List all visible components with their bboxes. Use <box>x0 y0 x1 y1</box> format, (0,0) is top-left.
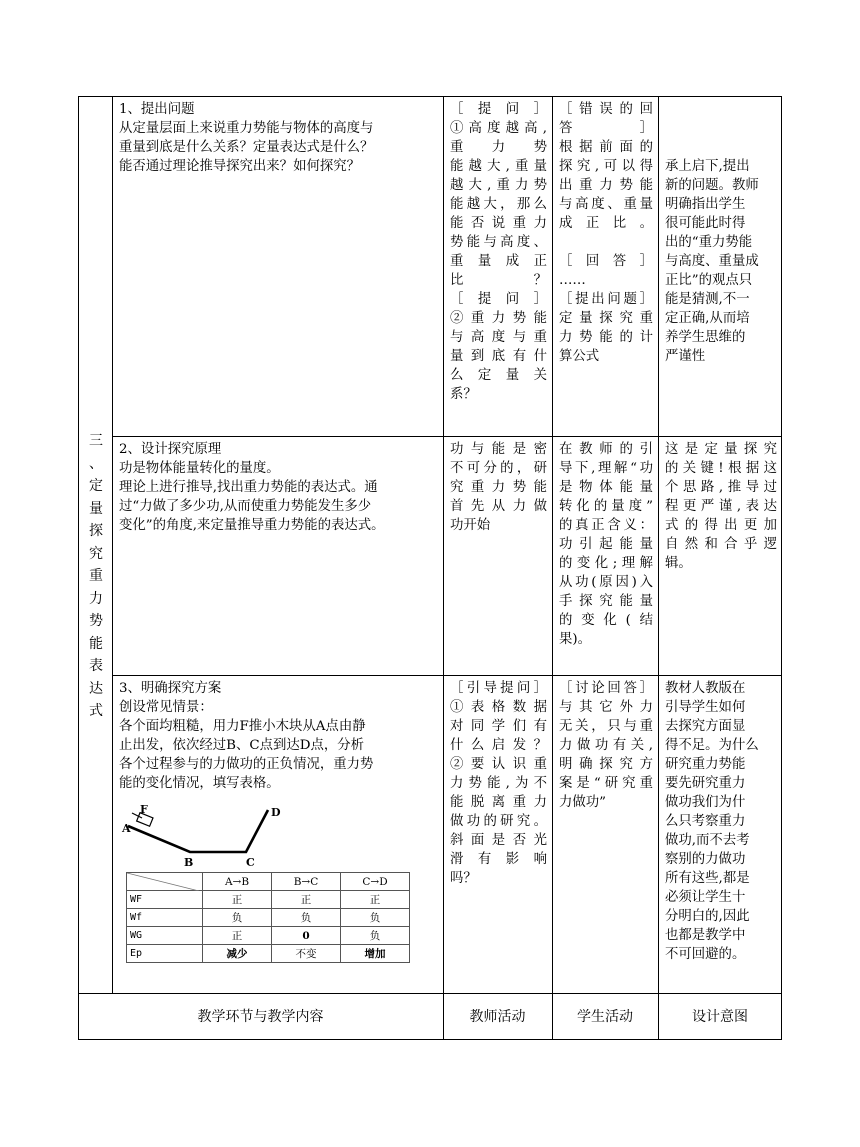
row3-teacher-cell <box>444 676 552 888</box>
cell-line: ［提出问题］ <box>559 292 653 307</box>
divider-section <box>112 96 113 993</box>
cell-line: 从功(原因)入 <box>559 575 653 590</box>
cell-line: 过“力做了多少功,从而使重力势能发生多少 <box>119 499 372 514</box>
cell-line: 所有这些,都是 <box>665 871 750 886</box>
cell-line: 能是猜测,不一 <box>665 292 750 307</box>
cell-line: 明确探究方 <box>559 757 653 772</box>
cell-line: 止出发，依次经过B、C点到达D点，分析 <box>119 738 365 753</box>
cell-line: 研究重力势能 <box>665 757 746 772</box>
label-f: F <box>140 803 148 816</box>
cell-line: 与其它外力 <box>559 700 653 715</box>
cell-line: 分明白的,因此 <box>665 909 750 924</box>
section-label-char: 式 <box>89 703 103 719</box>
footer-intent-header: 设计意图 <box>692 1009 748 1025</box>
table-cell: 正 <box>203 927 272 945</box>
cell-line: 变化”的角度,来定量推导重力势能的表达式。 <box>119 518 385 533</box>
cell-line: ②要认识重 <box>450 757 547 772</box>
section-label-char: 能 <box>89 635 103 652</box>
table-cell: 负 <box>272 909 341 927</box>
cell-line: ①高度越高, <box>450 121 547 136</box>
cell-line: 正比”的观点只 <box>665 273 753 288</box>
cell-line: 势能与高度、 <box>450 235 547 250</box>
cell-line: 斜面是否光 <box>450 833 547 848</box>
cell-line: ［错误的回 <box>559 102 653 117</box>
label-b: B <box>184 856 194 869</box>
cell-line: 能的变化情况，填写表格。 <box>119 776 280 791</box>
row2-student-cell <box>553 437 658 649</box>
table-header: A→B <box>203 873 272 891</box>
cell-line: 自然和合乎逻 <box>665 537 777 552</box>
cell-line: 越大,重力势 <box>450 178 547 193</box>
section-label-char: 重 <box>89 568 103 584</box>
cell-line <box>665 119 777 138</box>
cell-line: 做功,而不去考 <box>665 833 750 848</box>
cell-line: 无关，只与重 <box>559 719 653 734</box>
section-label-char: 达 <box>89 680 103 697</box>
row1-content-cell <box>113 97 443 176</box>
table-row <box>127 927 410 945</box>
cell-line: 教材人教版在 <box>665 681 746 696</box>
cell-line: 做功我们为什 <box>665 795 746 810</box>
footer-student-header: 学生活动 <box>577 1009 633 1025</box>
section-label-char: 究 <box>89 545 103 562</box>
cell-line: 的变化(结 <box>559 613 653 628</box>
cell-line: 必须让学生十 <box>665 890 746 905</box>
cell-line <box>665 138 777 157</box>
cell-line: 重量成正 <box>450 254 547 269</box>
cell-line: 1、提出问题 <box>119 102 195 117</box>
cell-line: 究重力势能 <box>450 480 547 495</box>
cell-line: 转化的量度” <box>559 499 653 514</box>
table-cell: 0 <box>272 927 341 945</box>
cell-line: 去探究方面显 <box>665 719 746 734</box>
cell-line: 对同学们有 <box>450 719 547 734</box>
section-label-char: 力 <box>89 590 103 607</box>
row1-intent-cell <box>659 97 782 366</box>
section-label-char: 、 <box>89 455 103 472</box>
cell-line: 是物体能量 <box>559 480 653 495</box>
cell-line: 引导学生如何 <box>665 700 746 715</box>
cell-line: 的真正含义： <box>559 518 653 533</box>
cell-line: 功引起能量 <box>559 537 653 552</box>
cell-line: 出重力势能 <box>559 178 653 193</box>
cell-line: 承上启下,提出 <box>665 159 750 174</box>
cell-line: 各个过程参与的力做功的正负情况，重力势 <box>119 757 374 772</box>
table-cell: 减少 <box>203 945 272 963</box>
cell-line: 从定量层面上来说重力势能与物体的高度与 <box>119 121 374 136</box>
cell-line: 功开始 <box>450 518 491 533</box>
cell-line: 不可回避的。 <box>665 947 746 962</box>
table-row <box>127 945 410 963</box>
cell-line: 力势能的计 <box>559 330 653 345</box>
cell-line: 能越大，那么 <box>450 197 547 212</box>
cell-line: 3、明确探究方案 <box>119 681 222 696</box>
cell-line: 导下,理解“功 <box>559 461 653 476</box>
table-row <box>127 873 410 891</box>
table-row <box>127 909 410 927</box>
row3-intent-cell <box>659 676 782 964</box>
cell-line: 成正比。 <box>559 216 653 231</box>
row-label: WF <box>127 891 203 909</box>
cell-line: 创设常见情景： <box>119 700 213 715</box>
cell-line: 力做功” <box>559 795 607 810</box>
cell-line: 这是定量探究 <box>665 442 777 457</box>
cell-line: 首先从力做 <box>450 499 547 514</box>
cell-line: ［提问］ <box>450 292 547 307</box>
section-label-char: 定 <box>89 478 103 494</box>
table-cell: 负 <box>341 927 410 945</box>
cell-line: 手探究能量 <box>559 594 653 609</box>
cell-line: 力做功有关, <box>559 738 653 753</box>
cell-line: 出的“重力势能 <box>665 235 753 250</box>
table-header: C→D <box>341 873 410 891</box>
cell-line: 程更严谨,表达 <box>665 499 777 514</box>
table-cell: 负 <box>203 909 272 927</box>
row-label: Ep <box>127 945 203 963</box>
cell-line: 答］ <box>559 121 653 136</box>
cell-line: 能越大,重量 <box>450 159 547 174</box>
cell-line: 很可能此时得 <box>665 216 746 231</box>
cell-line: 与高度、重量成 <box>665 254 759 269</box>
cell-line: 算公式 <box>559 349 600 364</box>
cell-line: 也都是教学中 <box>665 928 746 943</box>
table-cell: 增加 <box>341 945 410 963</box>
cell-line: 重量到底是什么关系？定量表达式是什么？ <box>119 140 374 155</box>
cell-line: …… <box>559 273 586 288</box>
section-label <box>80 430 112 723</box>
cell-line: ［回答］ <box>559 254 653 269</box>
table-row <box>127 891 410 909</box>
cell-line: 果)。 <box>559 632 592 647</box>
cell-line: 得不足。为什么 <box>665 738 759 753</box>
cell-line: ［提问］ <box>450 102 547 117</box>
cell-line: 个思路,推导过 <box>665 480 777 495</box>
label-d: D <box>271 806 281 819</box>
section-label-char: 势 <box>89 613 103 629</box>
work-table <box>126 872 410 963</box>
row1-student-cell <box>553 97 658 366</box>
cell-line: ①表格数据 <box>450 700 547 715</box>
cell-line: 不可分的，研 <box>450 461 547 476</box>
cell-line: ［引导提问］ <box>450 681 547 696</box>
cell-line <box>665 100 777 119</box>
table-cell: 负 <box>341 909 410 927</box>
cell-line <box>559 233 653 252</box>
row2-intent-cell <box>659 437 782 573</box>
cell-line: 定正确,从而培 <box>665 311 750 326</box>
cell-line: 养学生思维的 <box>665 330 746 345</box>
cell-line: 能否通过理论推导探究出来？如何探究？ <box>119 159 361 174</box>
cell-line: 在教师的引 <box>559 442 653 457</box>
cell-line: 功与能是密 <box>450 442 547 457</box>
cell-line: 重力势 <box>450 140 547 155</box>
cell-line: 量到底有什 <box>450 349 547 364</box>
table-cell: 正 <box>341 891 410 909</box>
cell-line: ［讨论回答］ <box>559 681 653 696</box>
diagonal-line <box>127 873 199 891</box>
cell-line: 的关键!根据这 <box>665 461 777 476</box>
cell-line: 的变化;理解 <box>559 556 653 571</box>
cell-line: 明确指出学生 <box>665 197 746 212</box>
cell-line: 定量探究重 <box>559 311 653 326</box>
footer-teacher-header: 教师活动 <box>469 1009 526 1025</box>
cell-line: 吗？ <box>450 871 477 886</box>
section-label-char: 探 <box>89 523 103 539</box>
cell-line: 案是“研究重 <box>559 776 653 791</box>
cell-line: 理论上进行推导,找出重力势能的表达式。通 <box>119 480 378 495</box>
cell-line: 辑。 <box>665 556 692 571</box>
table-cell: 正 <box>272 891 341 909</box>
table-cell: 正 <box>203 891 272 909</box>
cell-line: 要先研究重力 <box>665 776 746 791</box>
cell-line: 与高度、重量 <box>559 197 653 212</box>
row-label: Wf <box>127 909 203 927</box>
row2-teacher-cell <box>444 437 552 535</box>
cell-line: 什么启发？ <box>450 738 547 753</box>
cell-line: 系？ <box>450 387 477 402</box>
row3-student-cell <box>553 676 658 812</box>
cell-line: 能脱离重力 <box>450 795 547 810</box>
cell-line: 探究,可以得 <box>559 159 653 174</box>
table-header: B→C <box>272 873 341 891</box>
section-label-char: 量 <box>89 500 103 517</box>
row1-teacher-cell <box>444 97 552 404</box>
cell-line: 式的得出更加 <box>665 518 777 533</box>
label-a: A <box>122 822 131 835</box>
cell-line: 与高度与重 <box>450 330 547 345</box>
cell-line: 严谨性 <box>665 349 706 364</box>
section-label-char: 三 <box>89 433 103 449</box>
cell-line: 么定量关 <box>450 368 547 383</box>
footer-content-header: 教学环节与教学内容 <box>197 1009 324 1025</box>
cell-line: 做功的研究。 <box>450 814 547 829</box>
track-diagram <box>118 800 288 872</box>
table-corner <box>127 873 203 891</box>
cell-line: 比？ <box>450 273 547 288</box>
row2-content-cell <box>113 437 443 535</box>
cell-line: 根据前面的 <box>559 140 653 155</box>
cell-line: 察别的力做功 <box>665 852 746 867</box>
section-label-char: 表 <box>89 658 103 674</box>
cell-line: 能否说重力 <box>450 216 547 231</box>
cell-line: 么只考察重力 <box>665 814 746 829</box>
label-c: C <box>246 856 255 869</box>
cell-line: 滑有影响 <box>450 852 547 867</box>
cell-line: ②重力势能 <box>450 311 547 326</box>
cell-line: 力势能,为不 <box>450 776 547 791</box>
row3-content-cell <box>113 676 443 793</box>
cell-line: 各个面均粗糙，用力F推小木块从A点由静 <box>119 719 366 734</box>
cell-line: 新的问题。教师 <box>665 178 759 193</box>
cell-line: 2、设计探究原理 <box>119 442 222 457</box>
table-cell: 不变 <box>272 945 341 963</box>
cell-line: 功是物体能量转化的量度。 <box>119 461 280 476</box>
row-label: WG <box>127 927 203 945</box>
